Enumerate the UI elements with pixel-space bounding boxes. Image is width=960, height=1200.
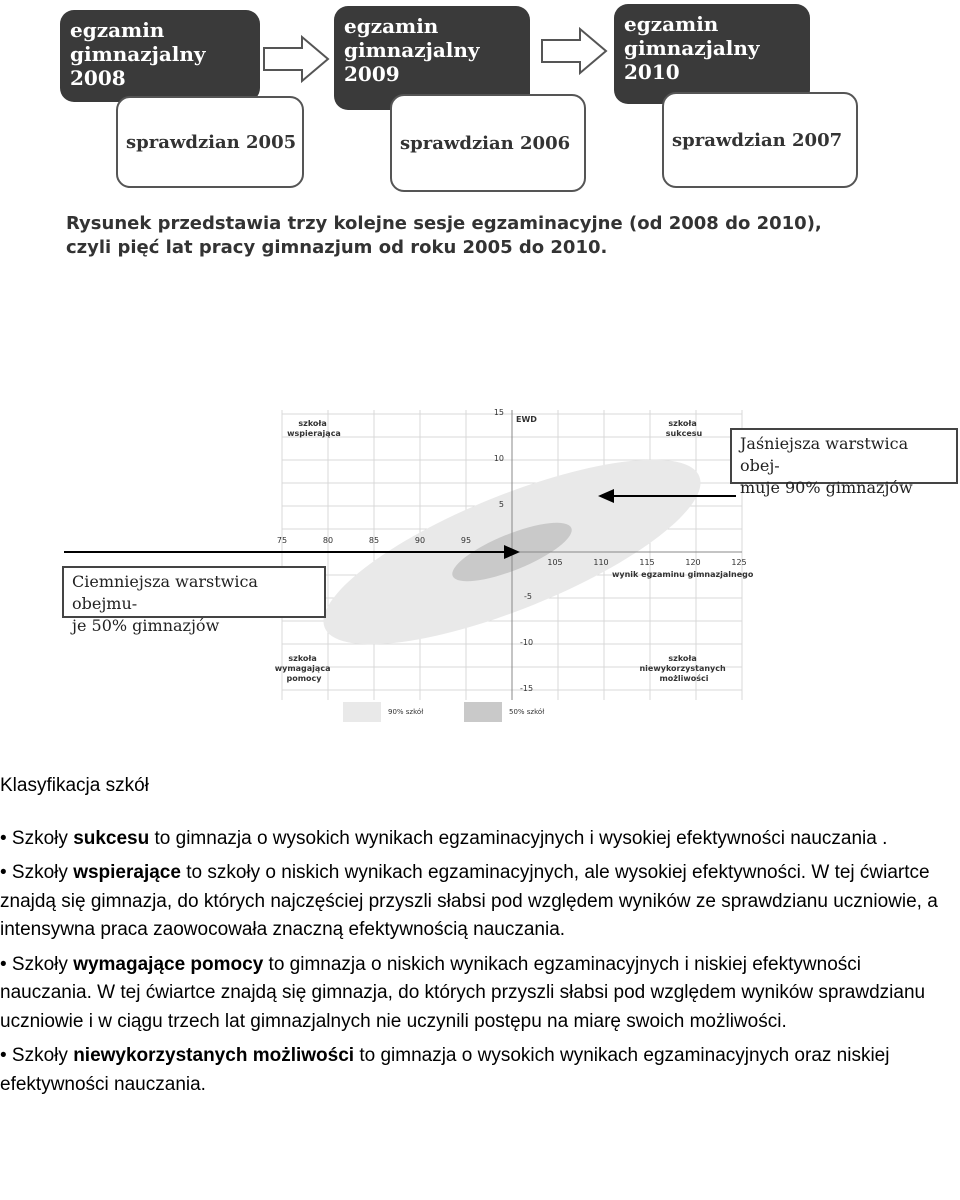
x-tick-label: 120	[685, 558, 701, 567]
exam-box-line1: egzamin	[624, 12, 719, 36]
y-tick-label: -10	[520, 638, 534, 647]
test-box-2007	[662, 92, 858, 188]
item-term: sukcesu	[73, 827, 150, 849]
item-pre: Szkoły	[6, 862, 74, 883]
item-pre: Szkoły	[6, 1045, 74, 1066]
right-arrow-icon	[540, 26, 610, 76]
item-pre: Szkoły	[6, 827, 74, 849]
right-arrow-icon	[262, 34, 332, 84]
bullet: •	[0, 953, 7, 975]
bullet: •	[0, 862, 7, 883]
list-item	[0, 951, 950, 1037]
caption-line: Rysunek przedstawia trzy kolejne sesje egzaminacyjne (od 2008 do 2010),	[66, 213, 822, 234]
exam-box-line1: egzamin	[344, 14, 439, 38]
legend-label-90: 90% szkół	[388, 708, 424, 716]
item-term: niewykorzystanych możliwości	[73, 1045, 355, 1066]
y-tick-label: 15	[493, 408, 504, 417]
exam-box-2010	[614, 4, 810, 104]
x-tick-label: 80	[322, 536, 334, 545]
list-item	[0, 859, 950, 945]
section-heading: Klasyfikacja szkół	[0, 775, 149, 796]
item-post: to gimnazja o wysokich wynikach egzaminacyjnych oraz niskiej efektywności nauczania.	[0, 1045, 890, 1095]
exam-box-line1: egzamin	[70, 18, 165, 42]
x-tick-label: 105	[547, 558, 563, 567]
callout-line: Jaśniejsza warstwica obej-	[740, 434, 909, 475]
item-post: to gimnazja o wysokich wynikach egzaminacyjnych i wysokiej efektywności nauczania .	[149, 827, 888, 849]
exam-box-line2: gimnazjalny 2010	[624, 36, 760, 84]
x-tick-label: 90	[414, 536, 426, 545]
item-term: wymagające pomocy	[73, 953, 264, 975]
exam-box-line2: gimnazjalny 2009	[344, 38, 480, 86]
x-tick-label: 85	[368, 536, 380, 545]
item-post: to gimnazja o niskich wynikach egzaminacyjnych i niskiej efektywności nauczania. W tej ćwiartce znajdą się gimnazja, do których przyszli słabsi pod względem wyników sprawdzianu uczniowie i w ciągu trzech lat gimnazjalnych nie uczynili postępu na miarę swoich możliwości.	[0, 953, 926, 1032]
quadrant-label-bottom-right: szkoła niewykorzystanych możliwości	[639, 654, 726, 683]
list-item	[0, 1042, 950, 1099]
y-tick-label: -5	[524, 592, 532, 601]
item-pre: Szkoły	[6, 953, 74, 975]
test-box-2006	[390, 94, 586, 192]
x-tick-label: 75	[276, 536, 288, 545]
callout-line: je 50% gimnazjów	[72, 616, 220, 635]
y-tick-label: 10	[493, 454, 504, 463]
exam-box-line2: gimnazjalny 2008	[70, 42, 206, 90]
legend-label-50: 50% szkół	[509, 708, 545, 716]
diagram-caption	[66, 212, 906, 260]
test-box-label: sprawdzian 2006	[400, 132, 571, 154]
bullet: •	[0, 1045, 7, 1066]
legend-swatch-50	[464, 702, 502, 722]
x-tick-label: 115	[639, 558, 655, 567]
test-box-label: sprawdzian 2007	[672, 129, 843, 151]
y-tick-label: 5	[498, 500, 504, 509]
callout-line: muje 90% gimnazjów	[740, 478, 913, 497]
y-tick-label: -15	[520, 684, 534, 693]
exam-box-2008	[60, 10, 260, 102]
item-post: to szkoły o niskich wynikach egzaminacyjnych, ale wysokiej efektywności. W tej ćwiartce znajdą się gimnazja, do których najczęściej przyszli słabsi pod względem wyników ze sprawdzianu uczniowie, a intensywna praca zaowocowała znaczną efektywnością nauczania.	[0, 862, 938, 940]
quadrant-label-top-left: szkoła wspierająca	[287, 419, 341, 438]
classification-text	[0, 772, 950, 1105]
x-tick-label: 110	[593, 558, 609, 567]
test-box-2005	[116, 96, 304, 188]
callout-light-contour	[730, 428, 958, 497]
list-item	[0, 825, 950, 854]
quadrant-label-top-right: szkoła sukcesu	[665, 419, 703, 438]
quadrant-label-bottom-left: szkoła wymagająca pomocy	[274, 654, 331, 683]
callout-line: Ciemniejsza warstwica obejmu-	[72, 572, 258, 613]
test-box-label: sprawdzian 2005	[126, 131, 297, 153]
x-tick-label: 95	[460, 536, 472, 545]
callout-dark-contour	[62, 566, 326, 635]
x-axis-title: wynik egzaminu gimnazjalnego	[612, 570, 754, 579]
legend-swatch-90	[343, 702, 381, 722]
x-tick-label: 125	[731, 558, 747, 567]
caption-line: czyli pięć lat pracy gimnazjum od roku 2005 do 2010.	[66, 237, 608, 258]
item-term: wspierające	[73, 862, 181, 883]
bullet: •	[0, 827, 7, 849]
y-axis-title: EWD	[516, 415, 537, 424]
